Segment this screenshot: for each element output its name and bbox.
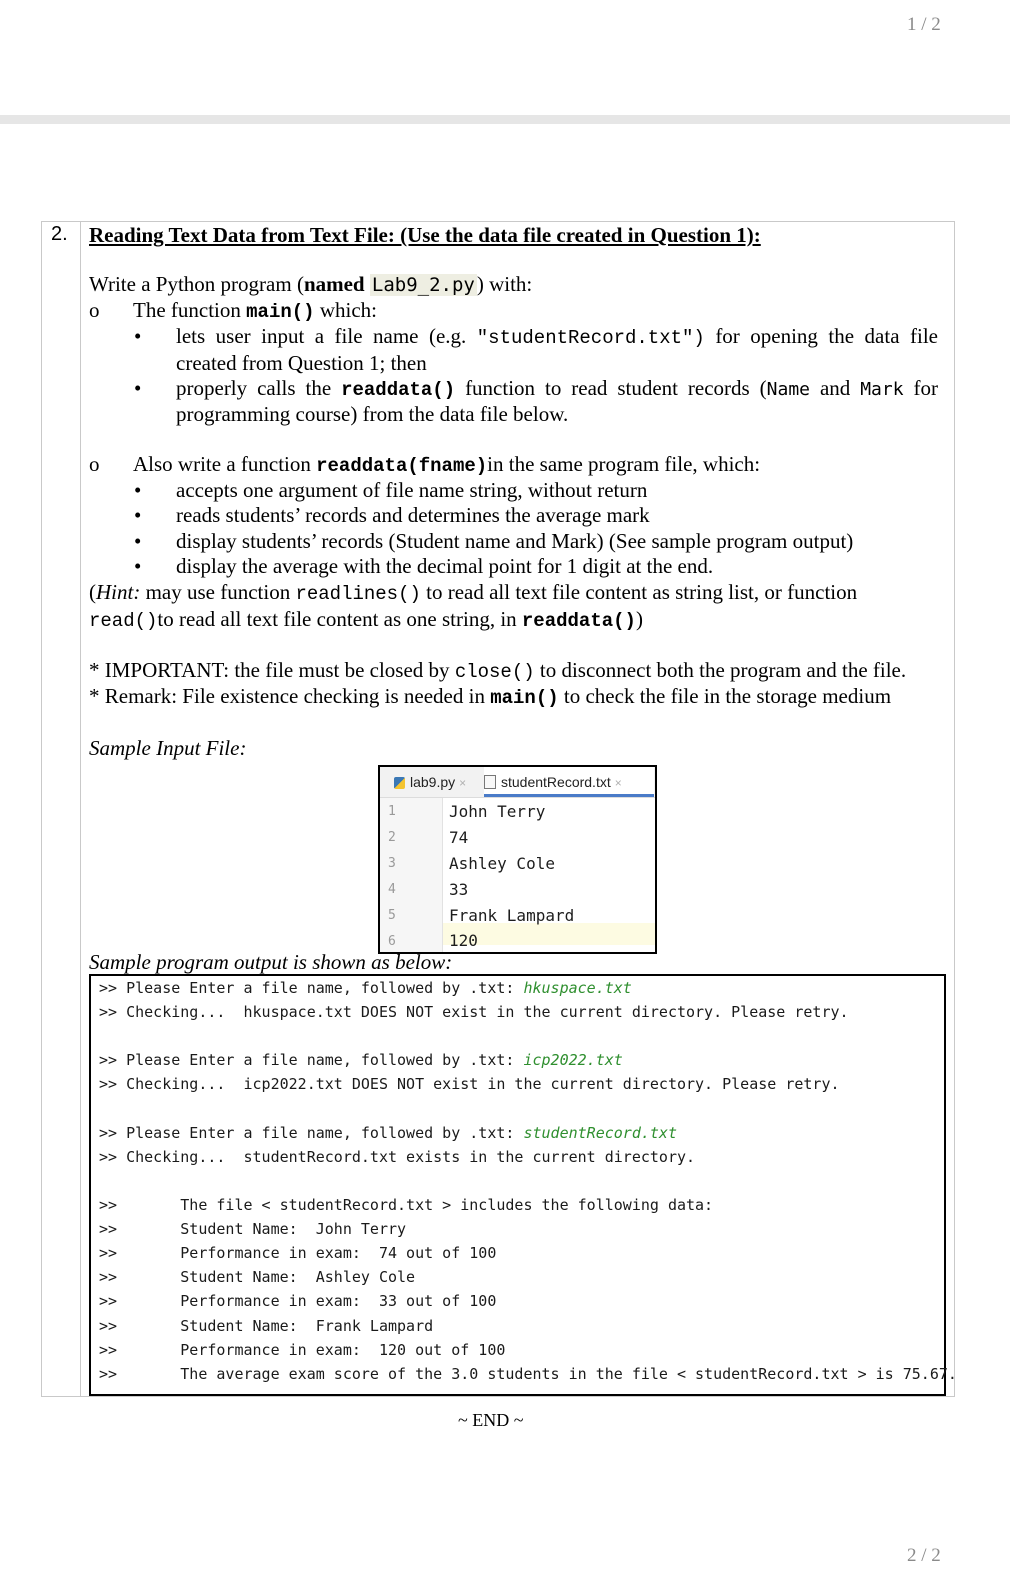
- bullet-marker: o: [89, 452, 100, 476]
- dot-marker: •: [134, 554, 142, 578]
- user-input: icp2022.txt: [523, 1051, 623, 1069]
- readdata-item-2: reads students’ records and determines the average mark: [176, 503, 650, 527]
- dot-marker: •: [134, 478, 142, 502]
- line-number: 2: [388, 830, 396, 845]
- hint-line-1: (Hint: may use function readlines() to read all text file content as string list, or function: [89, 580, 858, 605]
- bullet-marker: o: [89, 298, 100, 322]
- console-line: >> Please Enter a file name, followed by .txt: hkuspace.txt: [99, 979, 632, 997]
- main-item-1-cont: created from Question 1; then: [176, 351, 427, 375]
- sample-input-label: Sample Input File:: [89, 736, 247, 760]
- readdata-item-3: display students’ records (Student name and Mark) (See sample program output): [176, 529, 854, 553]
- code-line: 74: [449, 828, 469, 847]
- important-note: * IMPORTANT: the file must be closed by close() to disconnect both the program and the file.: [89, 658, 907, 683]
- readdata-intro: Also write a function readdata(fname)in the same program file, which:: [133, 452, 761, 477]
- code-line: John Terry: [449, 802, 546, 821]
- line-number: 3: [388, 856, 396, 871]
- code-line: 120: [449, 931, 478, 950]
- text-file-icon: [484, 775, 496, 789]
- line-number: 1: [388, 804, 396, 819]
- line-number: 6: [388, 934, 396, 949]
- report-line: >> Student Name: Frank Lampard: [99, 1317, 434, 1335]
- dot-marker: •: [134, 324, 142, 348]
- line-number: 5: [388, 908, 396, 923]
- page-divider: [0, 115, 1010, 124]
- python-file-icon: [394, 777, 405, 789]
- line-number: 4: [388, 882, 396, 897]
- dot-marker: •: [134, 529, 142, 553]
- user-input: studentRecord.txt: [523, 1124, 677, 1142]
- page-number-2: 2 / 2: [907, 1545, 941, 1566]
- readdata-item-4: display the average with the decimal point for 1 digit at the end.: [176, 554, 714, 578]
- question-title: Reading Text Data from Text File: (Use the data file created in Question 1):: [89, 223, 761, 247]
- column-divider: [80, 222, 81, 1396]
- code-line: Frank Lampard: [449, 906, 575, 925]
- code-line: Ashley Cole: [449, 854, 555, 873]
- report-line: >> Student Name: John Terry: [99, 1220, 407, 1238]
- report-line: >> Student Name: Ashley Cole: [99, 1268, 416, 1286]
- sample-output-console: [89, 974, 957, 1396]
- close-icon[interactable]: ×: [614, 776, 622, 790]
- report-line: >> Performance in exam: 120 out of 100: [99, 1341, 506, 1359]
- remark-note: * Remark: File existence checking is needed in main() to check the file in the storage medium: [89, 684, 892, 709]
- user-input: hkuspace.txt: [523, 979, 632, 997]
- page-number-1: 1 / 2: [907, 14, 941, 35]
- main-item-2: properly calls the readdata() function to read student records (Name and Mark for: [176, 376, 939, 401]
- tab-lab9-py[interactable]: lab9.py ×: [394, 767, 482, 797]
- filename-highlight: Lab9_2.py: [371, 274, 475, 296]
- report-line: >> The file < studentRecord.txt > includes the following data:: [99, 1196, 714, 1214]
- main-item-1: lets user input a file name (e.g. "studentRecord.txt") for opening the data file: [176, 324, 938, 349]
- report-line: >> Performance in exam: 33 out of 100: [99, 1292, 497, 1310]
- console-line: >> Please Enter a file name, followed by .txt: icp2022.txt: [99, 1051, 623, 1069]
- main-item-2-cont: programming course) from the data file below.: [176, 402, 569, 426]
- console-line: >> Checking... studentRecord.txt exists in the current directory.: [99, 1148, 696, 1166]
- sample-output-label: Sample program output is shown as below:: [89, 950, 453, 974]
- close-icon[interactable]: ×: [459, 776, 467, 790]
- readdata-item-1: accepts one argument of file name string, without return: [176, 478, 648, 502]
- main-intro: The function main() which:: [133, 298, 377, 323]
- dot-marker: •: [134, 503, 142, 527]
- line-number-gutter: [380, 798, 443, 954]
- report-line: >> The average exam score of the 3.0 students in the file < studentRecord.txt > is 75.67.: [99, 1365, 957, 1383]
- code-line: 33: [449, 880, 469, 899]
- tab-studentrecord-txt[interactable]: studentRecord.txt ×: [484, 767, 654, 797]
- intro-line: Write a Python program (named Lab9_2.py) with:: [89, 272, 533, 296]
- console-line: >> Checking... hkuspace.txt DOES NOT exist in the current directory. Please retry.: [99, 1003, 849, 1021]
- editor-tab-bar: [380, 767, 655, 798]
- question-number: 2.: [51, 223, 68, 245]
- sample-input-file-window: [378, 765, 657, 954]
- dot-marker: •: [134, 376, 142, 400]
- end-marker: ~ END ~: [458, 1410, 524, 1430]
- report-line: >> Performance in exam: 74 out of 100: [99, 1244, 497, 1262]
- console-line: >> Please Enter a file name, followed by .txt: studentRecord.txt: [99, 1124, 677, 1142]
- console-line: >> Checking... icp2022.txt DOES NOT exist in the current directory. Please retry.: [99, 1075, 840, 1093]
- hint-line-2: read()to read all text file content as one string, in readdata()): [89, 607, 643, 632]
